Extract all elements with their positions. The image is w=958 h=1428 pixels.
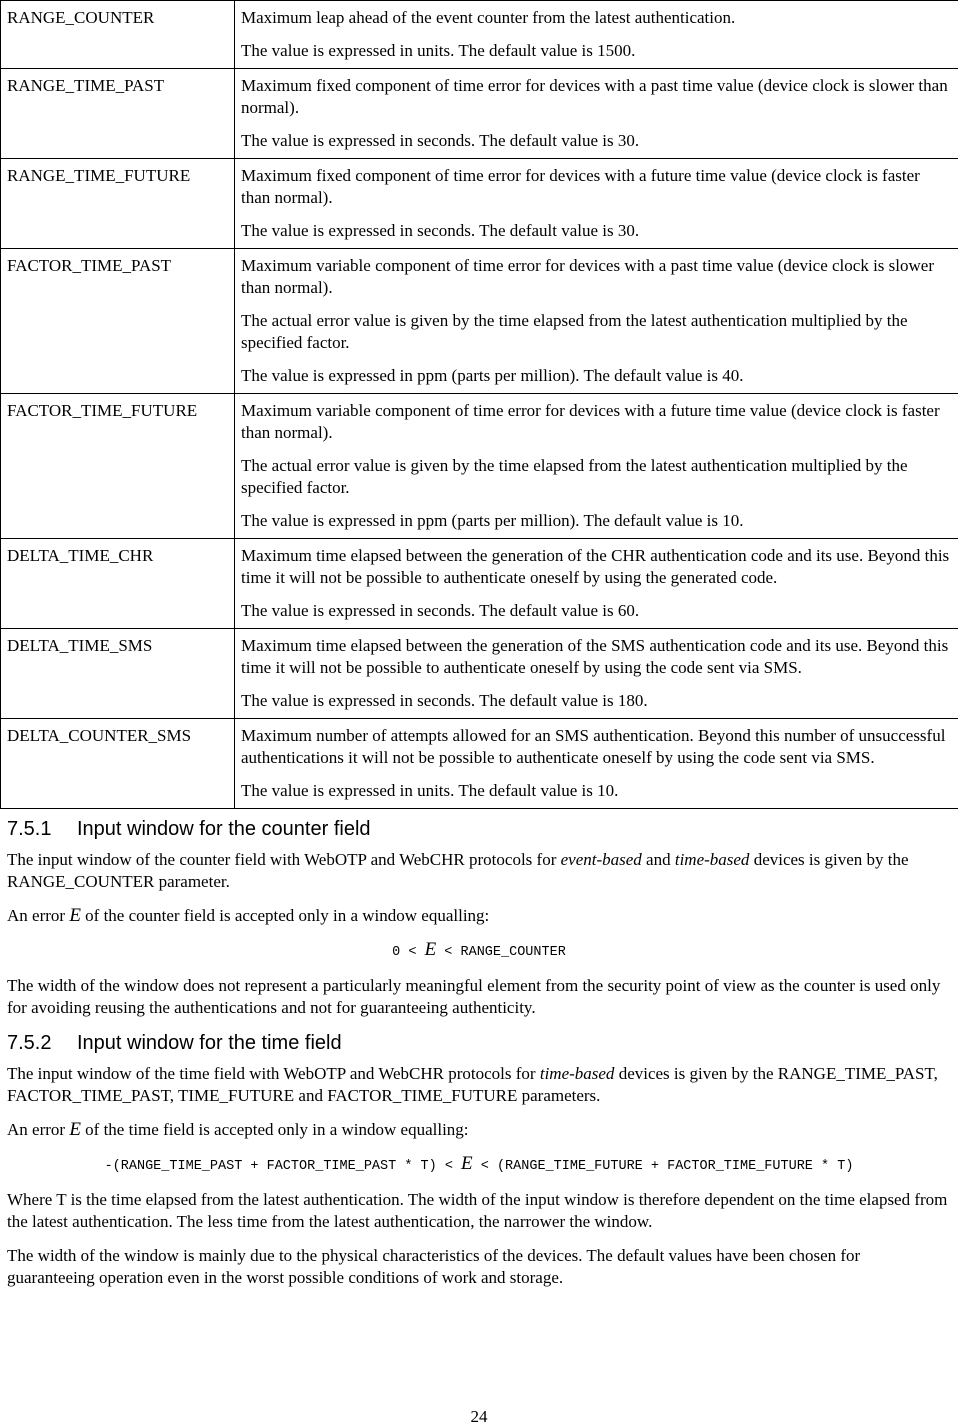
description-paragraph: The actual error value is given by the time elapsed from the latest authentication multiplied by the specified factor. bbox=[241, 310, 953, 354]
parameter-name: RANGE_COUNTER bbox=[1, 1, 235, 69]
description-paragraph: Maximum fixed component of time error for devices with a future time value (device clock is faster than normal). bbox=[241, 165, 953, 209]
description-paragraph: The value is expressed in ppm (parts per million). The default value is 40. bbox=[241, 365, 953, 387]
page-number: 24 bbox=[0, 1406, 958, 1428]
table-row bbox=[1, 539, 958, 629]
parameter-description bbox=[235, 159, 958, 249]
section-number: 7.5.1 bbox=[7, 817, 77, 841]
parameter-name: FACTOR_TIME_PAST bbox=[1, 249, 235, 394]
description-paragraph: The actual error value is given by the time elapsed from the latest authentication multiplied by the specified factor. bbox=[241, 455, 953, 499]
description-paragraph: Maximum number of attempts allowed for an SMS authentication. Beyond this number of unsuccessful authentications it will not be possible to authenticate oneself by using the code sent via SMS. bbox=[241, 725, 953, 769]
table-row bbox=[1, 69, 958, 159]
section-heading-7-5-2 bbox=[7, 1031, 958, 1055]
error-variable: E bbox=[69, 905, 81, 926]
section-title: Input window for the counter field bbox=[77, 818, 371, 840]
description-paragraph: Maximum fixed component of time error for devices with a past time value (device clock is slower than normal). bbox=[241, 75, 953, 119]
table-row bbox=[1, 159, 958, 249]
parameter-description bbox=[235, 539, 958, 629]
parameters-table-body bbox=[1, 1, 958, 809]
description-paragraph: The value is expressed in units. The default value is 10. bbox=[241, 780, 953, 802]
table-row bbox=[1, 1, 958, 69]
description-paragraph: Maximum variable component of time error for devices with a past time value (device clock is slower than normal). bbox=[241, 255, 953, 299]
parameter-description bbox=[235, 629, 958, 719]
description-paragraph: Maximum time elapsed between the generation of the SMS authentication code and its use. Beyond this time it will not be possible to authenticate oneself by using the code sent via SMS. bbox=[241, 635, 953, 679]
table-row bbox=[1, 719, 958, 809]
time-window-formula: -(RANGE_TIME_PAST + FACTOR_TIME_PAST * T) < E < (RANGE_TIME_FUTURE + FACTOR_TIME_FUTURE * T) bbox=[0, 1153, 958, 1178]
parameter-name: RANGE_TIME_FUTURE bbox=[1, 159, 235, 249]
description-paragraph: The value is expressed in seconds. The default value is 30. bbox=[241, 130, 953, 152]
error-variable: E bbox=[69, 1119, 81, 1140]
description-paragraph: Maximum time elapsed between the generation of the CHR authentication code and its use. Beyond this time it will not be possible to authenticate oneself by using the generated code. bbox=[241, 545, 953, 589]
paragraph-time-width: The width of the window is mainly due to the physical characteristics of the devices. The default values have been chosen for guaranteeing operation even in the worst possible conditions of work and storage. bbox=[7, 1245, 958, 1289]
parameter-description bbox=[235, 69, 958, 159]
parameter-name: DELTA_TIME_SMS bbox=[1, 629, 235, 719]
counter-window-formula: 0 < E < RANGE_COUNTER bbox=[0, 939, 958, 964]
description-paragraph: Maximum variable component of time error for devices with a future time value (device clock is faster than normal). bbox=[241, 400, 953, 444]
parameter-name: FACTOR_TIME_FUTURE bbox=[1, 394, 235, 539]
table-row bbox=[1, 249, 958, 394]
paragraph-counter-intro: The input window of the counter field with WebOTP and WebCHR protocols for event-based and time-based devices is given by the RANGE_COUNTER parameter. bbox=[7, 849, 958, 893]
paragraph-counter-error: An error E of the counter field is accepted only in a window equalling: bbox=[7, 905, 958, 927]
parameter-description bbox=[235, 1, 958, 69]
description-paragraph: The value is expressed in units. The default value is 1500. bbox=[241, 40, 953, 62]
section-number: 7.5.2 bbox=[7, 1031, 77, 1055]
description-paragraph: The value is expressed in seconds. The default value is 60. bbox=[241, 600, 953, 622]
paragraph-time-error: An error E of the time field is accepted only in a window equalling: bbox=[7, 1119, 958, 1141]
parameter-name: RANGE_TIME_PAST bbox=[1, 69, 235, 159]
paragraph-time-elapsed: Where T is the time elapsed from the latest authentication. The width of the input window is therefore dependent on the time elapsed from the latest authentication. The less time from the latest authentication, the narrower the window. bbox=[7, 1189, 958, 1233]
parameter-name: DELTA_TIME_CHR bbox=[1, 539, 235, 629]
description-paragraph: The value is expressed in ppm (parts per million). The default value is 10. bbox=[241, 510, 953, 532]
paragraph-counter-width: The width of the window does not represent a particularly meaningful element from the security point of view as the counter is used only for avoiding reusing the authentications and not for guaranteeing authenticity. bbox=[7, 975, 958, 1019]
description-paragraph: Maximum leap ahead of the event counter from the latest authentication. bbox=[241, 7, 953, 29]
table-row bbox=[1, 394, 958, 539]
parameter-description bbox=[235, 394, 958, 539]
parameter-name: DELTA_COUNTER_SMS bbox=[1, 719, 235, 809]
section-title: Input window for the time field bbox=[77, 1032, 342, 1054]
description-paragraph: The value is expressed in seconds. The default value is 30. bbox=[241, 220, 953, 242]
table-row bbox=[1, 629, 958, 719]
parameter-description bbox=[235, 249, 958, 394]
section-heading-7-5-1 bbox=[7, 817, 958, 841]
description-paragraph: The value is expressed in seconds. The default value is 180. bbox=[241, 690, 953, 712]
parameter-description bbox=[235, 719, 958, 809]
paragraph-time-intro: The input window of the time field with WebOTP and WebCHR protocols for time-based devices is given by the RANGE_TIME_PAST, FACTOR_TIME_PAST, TIME_FUTURE and FACTOR_TIME_FUTURE parameters. bbox=[7, 1063, 958, 1107]
